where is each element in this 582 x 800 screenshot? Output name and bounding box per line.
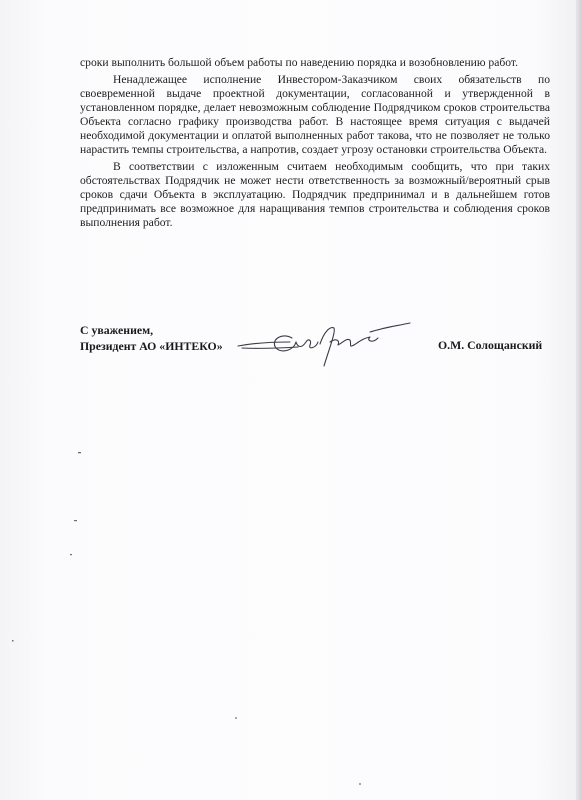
signer-title: Президент АО «ИНТЕКО» xyxy=(80,339,223,353)
paragraph-responsibility: В соответствии с изложенным считаем необходимым сообщить, что при таких обстоятельствах Подрядчик не может нести ответственность за возможный/вероятный срыв сроков сдачи Объекта в эксплуатацию. Подрядчик предпринимал и в дальнейшем готов предпринимать все возможное для наращивания темпов строительства и соблюдения сроков выполнения работ. xyxy=(80,160,550,229)
letter-body xyxy=(80,56,550,233)
closing-phrase: С уважением, xyxy=(80,323,154,337)
handwritten-signature xyxy=(232,312,412,374)
signature-block xyxy=(80,322,223,354)
signer-name: О.М. Солощанский xyxy=(438,338,543,352)
page-edge xyxy=(576,0,582,800)
paragraph-continuation: сроки выполнить большой объем работы по наведению порядка и возобновлению работ. xyxy=(80,56,518,69)
paragraph-obligations: Ненадлежащее исполнение Инвестором-Заказчиком своих обязательств по своевременной выдаче проектной документации, согласованной и утвержденной в установленном порядке, делает невозможным соблюдение Подрядчиком сроков строительства Объекта согласно графику производства работ. В настоящее время ситуация с выдачей необходимой документации и оплатой выполненных работ такова, что не позволяет не только нарастить темпы строительства, а напротив, создает угрозу остановки строительства Объекта. xyxy=(80,73,550,156)
